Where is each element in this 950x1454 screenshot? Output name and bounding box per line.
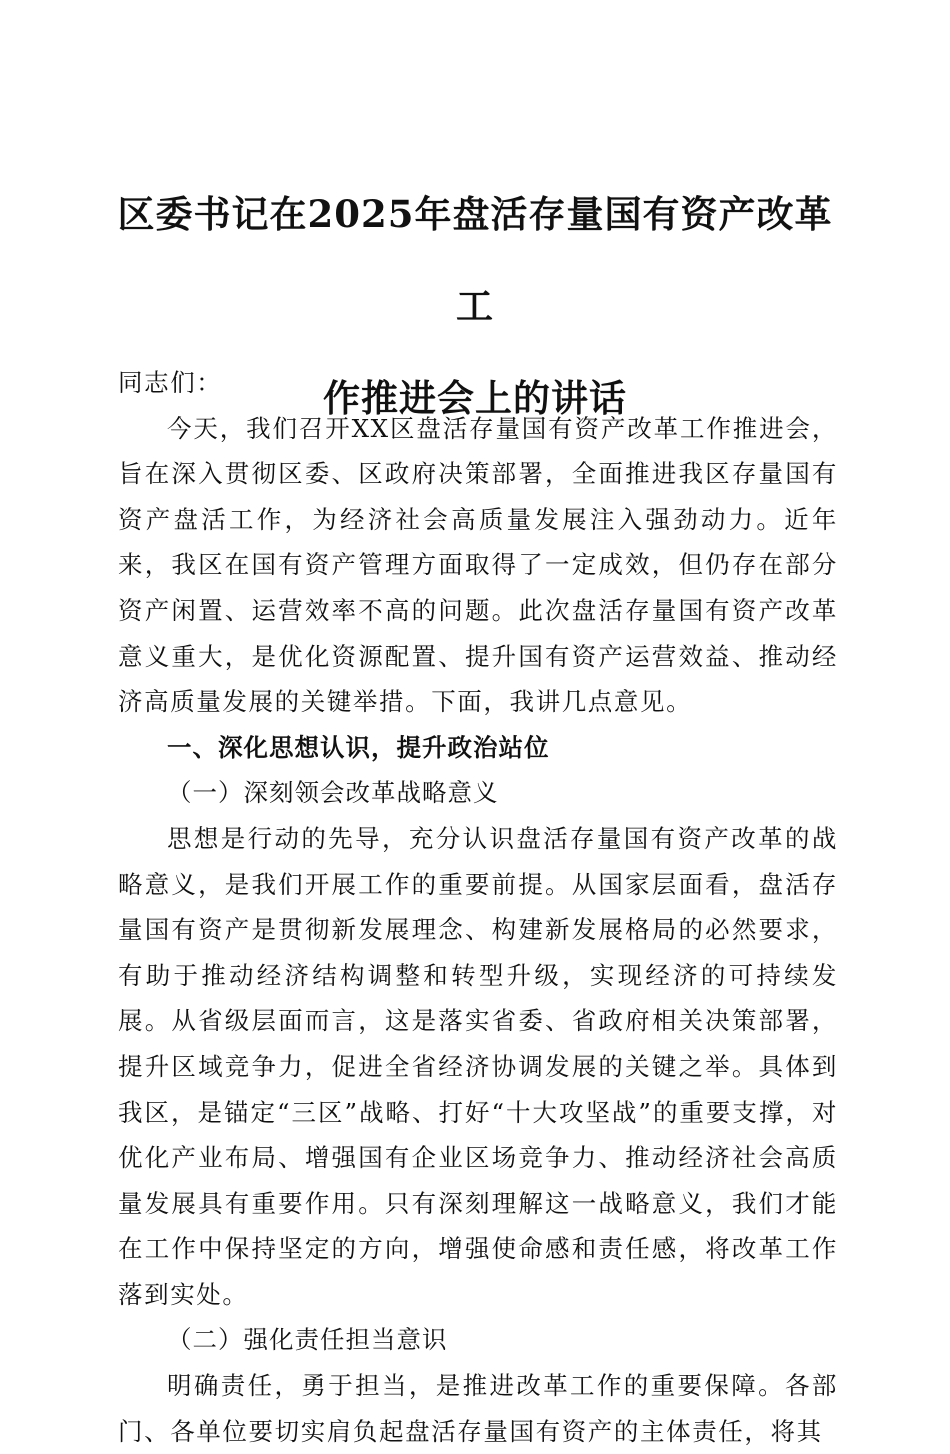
subsection-1-paragraph: 思想是行动的先导，充分认识盘活存量国有资产改革的战略意义，是我们开展工作的重要前提。从国家层面看，盘活存量国有资产是贯彻新发展理念、构建新发展格局的必然要求，有助于推动经济结构调整和转型升级，实现经济的可持续发展。从省级层面而言，这是落实省委、省政府相关决策部署，提升区域竞争力，促进全省经济协调发展的关键之举。具体到我区，是锚定“三区”战略、打好“十大攻坚战”的重要支撑，对优化产业布局、增强国有企业区场竞争力、推动经济社会高质量发展具有重要作用。只有深刻理解这一战略意义，我们才能在工作中保持坚定的方向，增强使命感和责任感，将改革工作落到实处。 [118, 823, 838, 1309]
subsection-2-paragraph: 明确责任，勇于担当，是推进改革工作的重要保障。各部门、各单位要切实肩负起盘活存量国有资产的主体责任，将其 [118, 1371, 838, 1446]
title-line-1: 区委书记在2025年盘活存量国有资产改革工 [117, 192, 833, 328]
document-body [118, 360, 838, 1454]
section-heading-1: 一、深化思想认识，提升政治站位 [167, 732, 550, 762]
subsection-heading-1: （一）深刻领会改革战略意义 [167, 778, 499, 808]
title-line-2: 作推进会上的讲话 [323, 376, 627, 420]
salutation: 同志们： [118, 368, 223, 397]
subsection-heading-2: （二）强化责任担当意识 [167, 1325, 448, 1355]
intro-paragraph: 今天，我们召开XX区盘活存量国有资产改革工作推进会，旨在深入贯彻区委、区政府决策部署，全面推进我区存量国有资产盘活工作，为经济社会高质量发展注入强劲动力。近年来，我区在国有资产管理方面取得了一定成效，但仍存在部分资产闲置、运营效率不高的问题。此次盘活存量国有资产改革意义重大，是优化资源配置、提升国有资产运营效益、推动经济高质量发展的关键举措。下面，我讲几点意见。 [118, 413, 838, 717]
